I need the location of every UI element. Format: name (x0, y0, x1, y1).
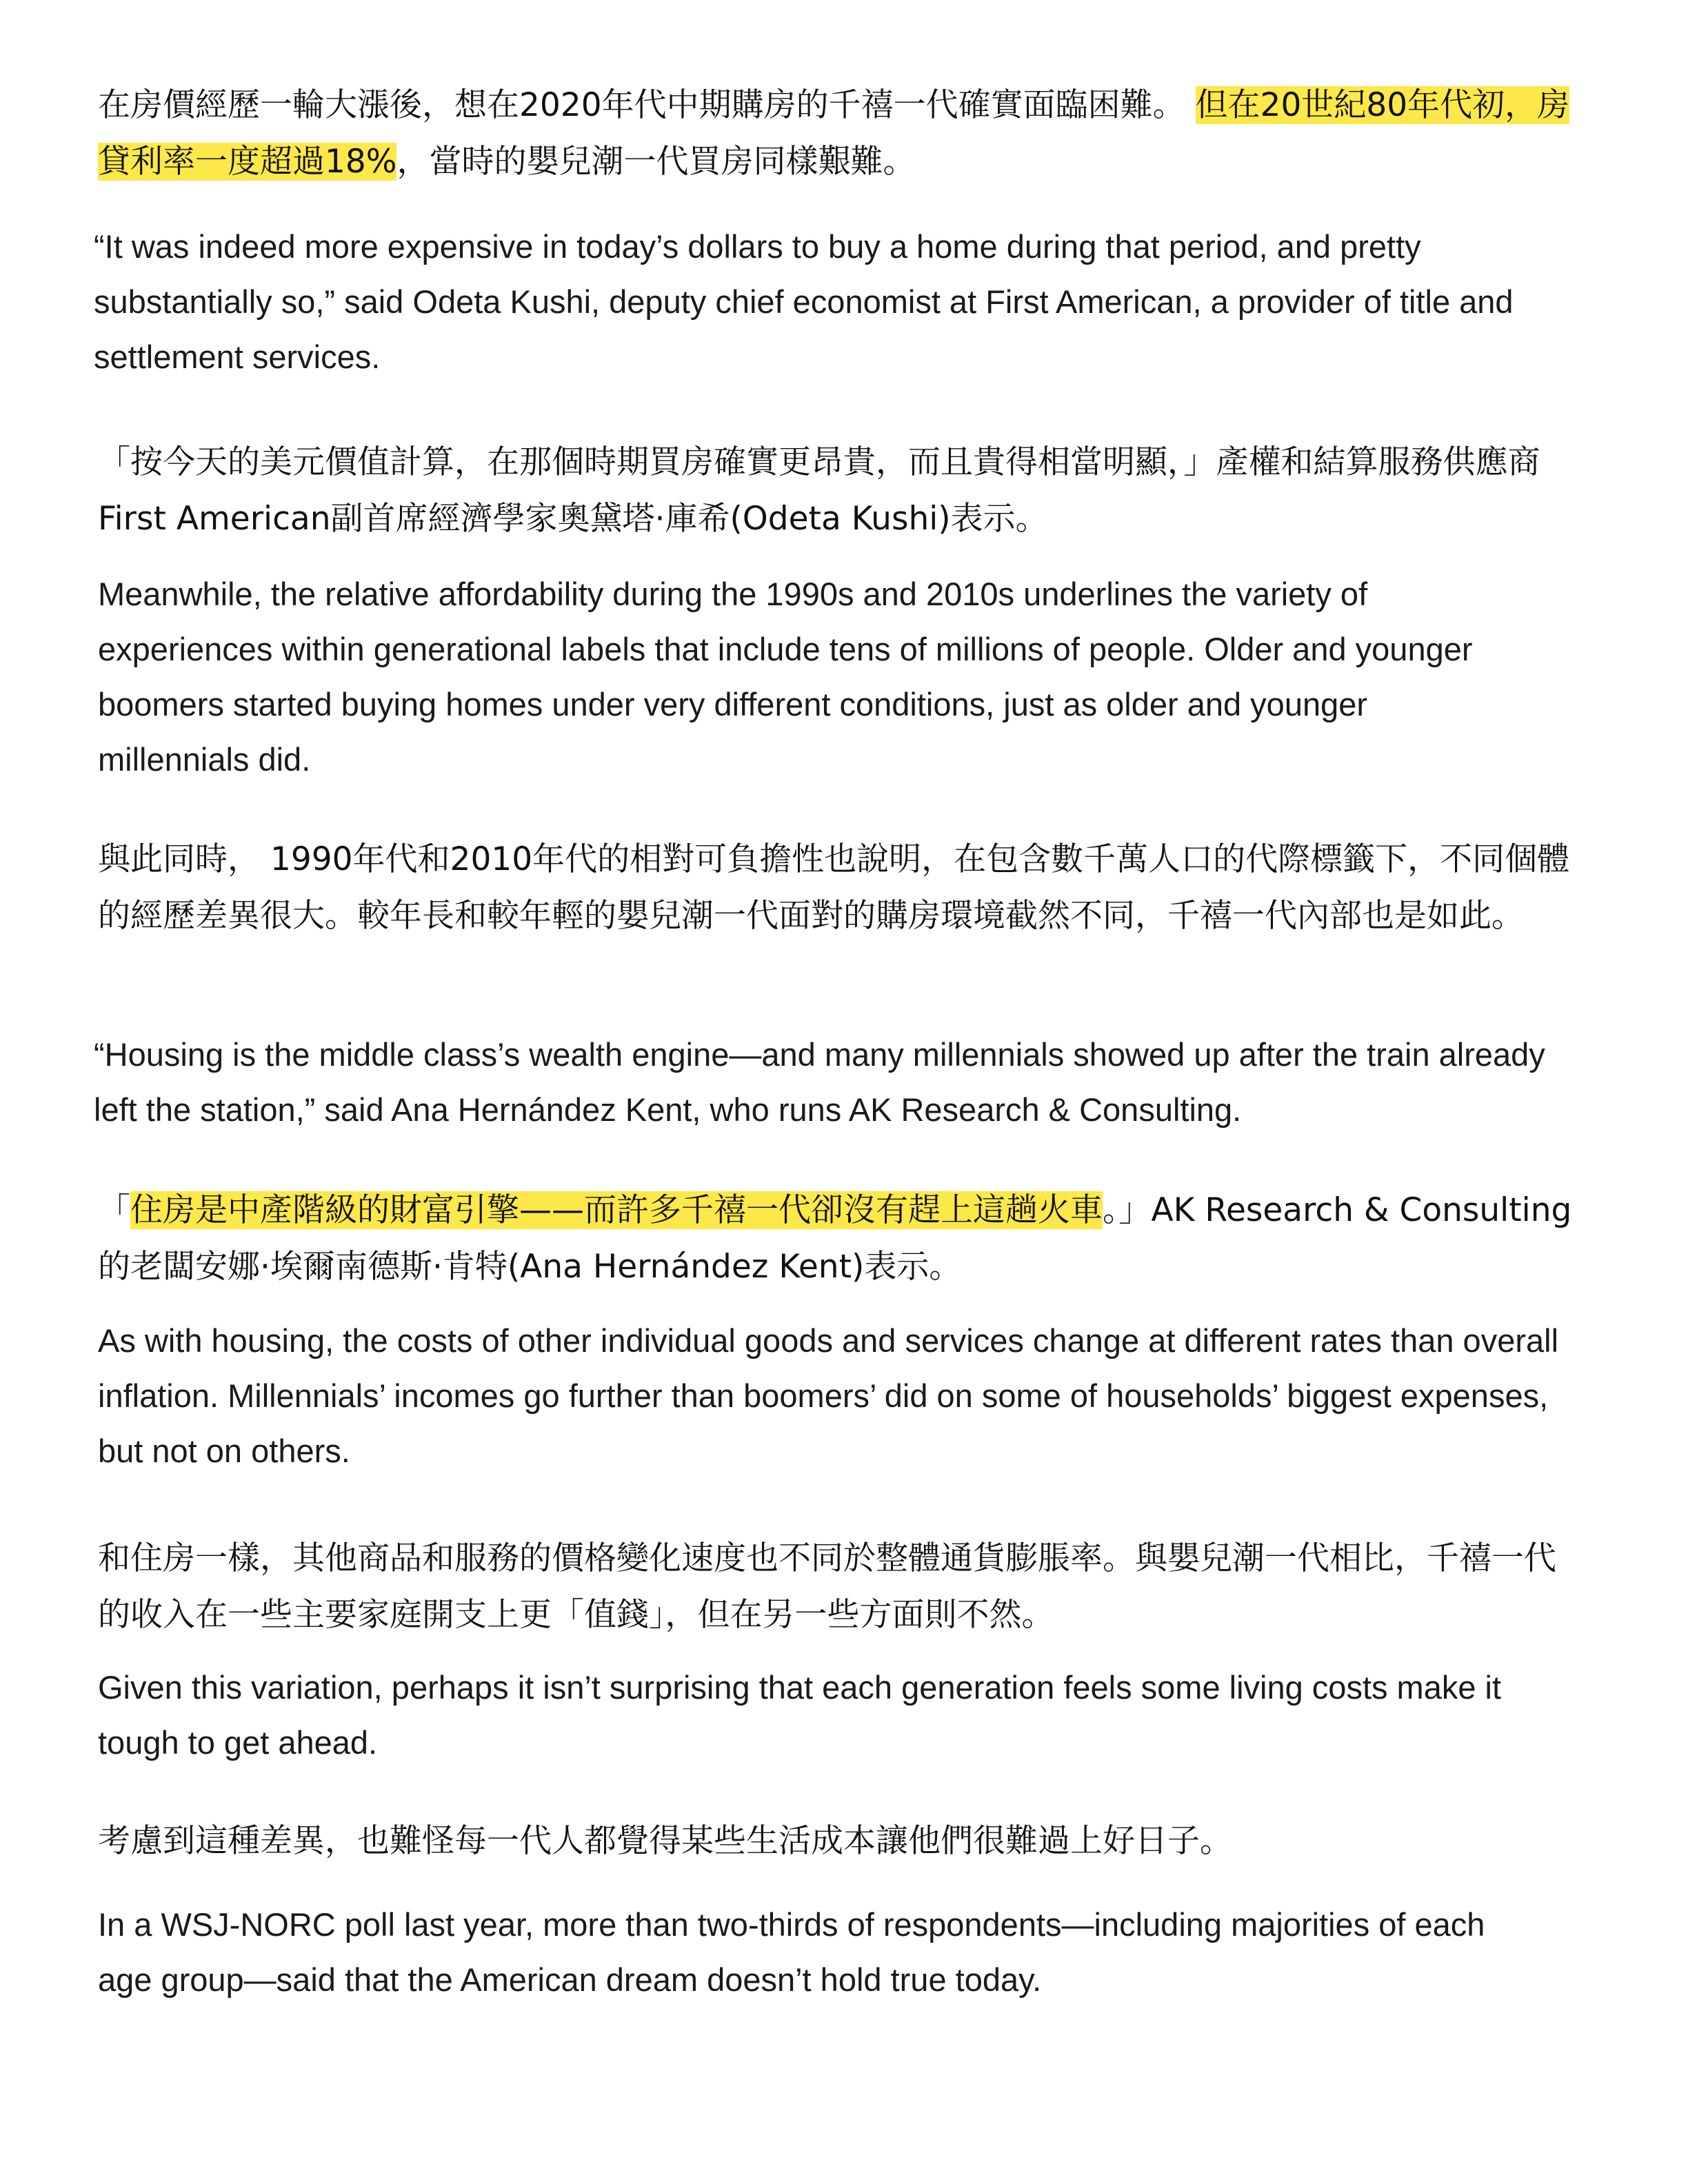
paragraph-zh-4-text-before: 「 (98, 1191, 130, 1229)
paragraph-en-2: Meanwhile, the relative affordability during the 1990s and 2010s underlines the variety of experiences within generational labels that include tens of millions of people. Older and younger boomers started buying homes under very different conditions, just as older and younger millennials did. (98, 576, 1473, 778)
highlighted-text: 住房是中產階級的財富引擎——而許多千禧一代卻沒有趕上這趟火車 (130, 1191, 1103, 1229)
paragraph-zh-1-text-after: ，當時的嬰兒潮一代買房同樣艱難。 (396, 143, 916, 181)
paragraph-en-5: Given this variation, perhaps it isn’t surprising that each generation feels some living costs make it tough to get ahead. (98, 1669, 1502, 1761)
paragraph-zh-3: 與此同時， 1990年代和2010年代的相對可負擔性也說明，在包含數千萬人口的代際標籤下，不同個體的經歷差異很大。較年長和較年輕的嬰兒潮一代面對的購房環境截然不同，千禧一代內部也是如此。 (98, 840, 1570, 935)
paragraph-zh-4-text-after: 。」AK Research & Consulting的老闆安娜·埃爾南德斯·肯特(Ana Hernández Kent)表示。 (98, 1191, 1572, 1286)
paragraph-en-3: “Housing is the middle class’s wealth engine—and many millennials showed up after the train already left the station,” said Ana Hernández Kent, who runs AK Research & Consulting. (94, 1036, 1545, 1128)
highlighted-text: 但在20世紀80年代初，房貸利率一度超過18% (98, 86, 1570, 181)
paragraph-zh-1 (98, 77, 1580, 190)
paragraph-zh-1-text-before: 在房價經歷一輪大漲後，想在2020年代中期購房的千禧一代確實面臨困難。 (98, 86, 1196, 124)
paragraph-zh-5: 和住房一樣，其他商品和服務的價格變化速度也不同於整體通貨膨脹率。與嬰兒潮一代相比，千禧一代的收入在一些主要家庭開支上更「值錢」，但在另一些方面則不然。 (98, 1539, 1556, 1634)
paragraph-en-1: “It was indeed more expensive in today’s dollars to buy a home during that period, and pretty substantially so,” said Odeta Kushi, deputy chief economist at First American, a provider of title and settlement services. (94, 228, 1514, 375)
paragraph-zh-6: 考慮到這種差異，也難怪每一代人都覺得某些生活成本讓他們很難過上好日子。 (98, 1822, 1232, 1860)
paragraph-zh-2: 「按今天的美元價值計算，在那個時期買房確實更昂貴，而且貴得相當明顯，」產權和結算服務供應商First American副首席經濟學家奧黛塔·庫希(Odeta Kushi)表示。 (98, 443, 1540, 538)
paragraph-zh-4 (98, 1182, 1580, 1295)
paragraph-en-4: As with housing, the costs of other individual goods and services change at different rates than overall inflation. Millennials’ incomes go further than boomers’ did on some of households’ biggest expenses, but not on others. (98, 1322, 1559, 1469)
paragraph-en-6: In a WSJ-NORC poll last year, more than two-thirds of respondents—including majorities of each age group—said that the American dream doesn’t hold true today. (98, 1906, 1485, 1998)
